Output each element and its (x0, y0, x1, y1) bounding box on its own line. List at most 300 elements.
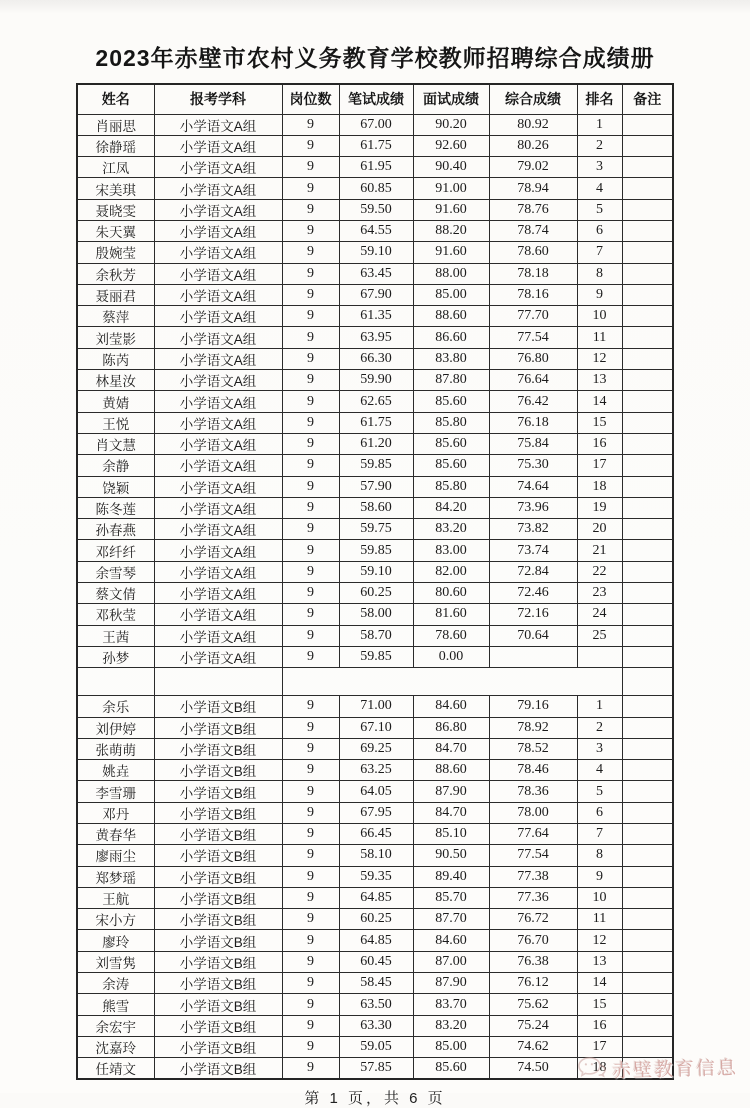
cell-interview-score: 88.00 (413, 263, 489, 284)
column-header: 排名 (577, 84, 622, 114)
cell-rank: 18 (577, 1058, 622, 1080)
cell-name: 邓丹 (77, 802, 154, 823)
cell-interview-score: 85.60 (413, 1058, 489, 1080)
cell-positions: 9 (282, 604, 339, 625)
cell-interview-score: 92.60 (413, 135, 489, 156)
separator-row (77, 668, 673, 696)
cell-subject: 小学语文A组 (154, 327, 282, 348)
cell-written-score: 59.50 (339, 199, 413, 220)
cell-name: 沈嘉玲 (77, 1036, 154, 1057)
cell-rank: 7 (577, 242, 622, 263)
cell-interview-score: 85.70 (413, 887, 489, 908)
cell-rank: 25 (577, 625, 622, 646)
cell-remark (622, 696, 673, 717)
cell-written-score: 66.45 (339, 824, 413, 845)
cell-remark (622, 1058, 673, 1080)
cell-composite-score: 77.36 (489, 887, 577, 908)
cell-name: 刘伊婷 (77, 717, 154, 738)
cell-remark (622, 951, 673, 972)
cell-subject: 小学语文A组 (154, 519, 282, 540)
cell-remark (622, 802, 673, 823)
cell-subject: 小学语文B组 (154, 845, 282, 866)
cell-remark (622, 476, 673, 497)
cell-rank: 2 (577, 135, 622, 156)
cell-interview-score: 87.00 (413, 951, 489, 972)
cell-composite-score: 72.46 (489, 583, 577, 604)
cell-positions: 9 (282, 306, 339, 327)
cell-written-score: 59.10 (339, 242, 413, 263)
cell-interview-score: 91.60 (413, 199, 489, 220)
cell-rank: 15 (577, 412, 622, 433)
cell-written-score: 59.85 (339, 455, 413, 476)
cell-written-score: 61.35 (339, 306, 413, 327)
cell-positions: 9 (282, 696, 339, 717)
cell-name: 廖玲 (77, 930, 154, 951)
cell-positions: 9 (282, 738, 339, 759)
table-row (77, 930, 673, 951)
table-row (77, 738, 673, 759)
cell-composite-score: 78.00 (489, 802, 577, 823)
cell-positions: 9 (282, 824, 339, 845)
cell-rank: 19 (577, 497, 622, 518)
cell-subject: 小学语文A组 (154, 306, 282, 327)
cell-positions: 9 (282, 412, 339, 433)
cell-positions: 9 (282, 455, 339, 476)
cell-rank: 24 (577, 604, 622, 625)
cell-subject: 小学语文A组 (154, 263, 282, 284)
cell-subject: 小学语文B组 (154, 930, 282, 951)
cell-composite-score: 75.30 (489, 455, 577, 476)
column-header: 综合成绩 (489, 84, 577, 114)
cell-interview-score: 83.70 (413, 994, 489, 1015)
table-row (77, 909, 673, 930)
cell-rank: 2 (577, 717, 622, 738)
cell-written-score: 59.90 (339, 370, 413, 391)
cell-rank: 9 (577, 866, 622, 887)
cell-composite-score: 76.38 (489, 951, 577, 972)
column-header: 报考学科 (154, 84, 282, 114)
cell-written-score: 69.25 (339, 738, 413, 759)
cell-rank: 15 (577, 994, 622, 1015)
cell-rank: 20 (577, 519, 622, 540)
cell-positions: 9 (282, 866, 339, 887)
cell-rank: 7 (577, 824, 622, 845)
cell-rank: 8 (577, 845, 622, 866)
cell-name: 余雪琴 (77, 561, 154, 582)
cell-interview-score: 86.60 (413, 327, 489, 348)
cell-composite-score: 77.70 (489, 306, 577, 327)
cell-name: 余静 (77, 455, 154, 476)
cell-interview-score: 85.00 (413, 284, 489, 305)
cell-composite-score: 74.62 (489, 1036, 577, 1057)
table-row (77, 135, 673, 156)
cell-subject: 小学语文B组 (154, 1058, 282, 1080)
cell-written-score: 67.90 (339, 284, 413, 305)
cell-positions: 9 (282, 220, 339, 241)
cell-composite-score: 70.64 (489, 625, 577, 646)
watermark-text: 赤壁教育信息 (611, 1057, 739, 1083)
cell-remark (622, 135, 673, 156)
cell-name: 肖丽思 (77, 114, 154, 135)
cell-remark (622, 455, 673, 476)
table-row (77, 1036, 673, 1057)
cell-composite-score: 72.16 (489, 604, 577, 625)
table-row (77, 370, 673, 391)
cell-remark (622, 604, 673, 625)
cell-written-score: 58.70 (339, 625, 413, 646)
cell-positions: 9 (282, 497, 339, 518)
cell-positions: 9 (282, 1015, 339, 1036)
cell-interview-score: 83.20 (413, 1015, 489, 1036)
cell-rank: 17 (577, 1036, 622, 1057)
cell-rank: 6 (577, 220, 622, 241)
cell-subject: 小学语文B组 (154, 802, 282, 823)
cell-composite-score (489, 646, 577, 667)
table-row (77, 157, 673, 178)
cell-remark (622, 220, 673, 241)
cell-interview-score: 83.00 (413, 540, 489, 561)
cell-name: 王航 (77, 887, 154, 908)
cell-interview-score: 91.60 (413, 242, 489, 263)
column-header: 岗位数 (282, 84, 339, 114)
cell-rank: 13 (577, 370, 622, 391)
cell-name: 黄春华 (77, 824, 154, 845)
cell-name: 姚垚 (77, 760, 154, 781)
cell-written-score: 60.45 (339, 951, 413, 972)
cell-subject: 小学语文A组 (154, 391, 282, 412)
cell-subject: 小学语文B组 (154, 824, 282, 845)
cell-subject: 小学语文A组 (154, 412, 282, 433)
cell-written-score: 58.45 (339, 973, 413, 994)
cell-rank: 23 (577, 583, 622, 604)
cell-positions: 9 (282, 561, 339, 582)
column-header: 备注 (622, 84, 673, 114)
cell-subject: 小学语文A组 (154, 348, 282, 369)
cell-positions: 9 (282, 1036, 339, 1057)
cell-composite-score: 80.92 (489, 114, 577, 135)
cell-composite-score: 76.42 (489, 391, 577, 412)
cell-composite-score: 78.74 (489, 220, 577, 241)
cell-remark (622, 760, 673, 781)
cell-rank: 5 (577, 199, 622, 220)
cell-subject: 小学语文A组 (154, 646, 282, 667)
cell-subject: 小学语文B组 (154, 909, 282, 930)
cell-positions: 9 (282, 1058, 339, 1080)
cell-interview-score: 87.90 (413, 973, 489, 994)
cell-composite-score: 79.02 (489, 157, 577, 178)
cell-positions: 9 (282, 802, 339, 823)
cell-composite-score: 76.64 (489, 370, 577, 391)
cell-name: 殷婉莹 (77, 242, 154, 263)
cell-name: 江凤 (77, 157, 154, 178)
cell-positions: 9 (282, 781, 339, 802)
cell-written-score: 60.85 (339, 178, 413, 199)
cell-rank: 12 (577, 930, 622, 951)
table-row (77, 1015, 673, 1036)
cell-name: 孙春燕 (77, 519, 154, 540)
cell-name: 郑梦瑶 (77, 866, 154, 887)
page-number: 第 1 页，共 6 页 (304, 1090, 446, 1108)
cell-interview-score: 86.80 (413, 717, 489, 738)
cell-interview-score: 85.60 (413, 391, 489, 412)
cell-name: 廖雨尘 (77, 845, 154, 866)
cell-written-score: 59.75 (339, 519, 413, 540)
cell-remark (622, 866, 673, 887)
cell-remark (622, 1015, 673, 1036)
cell-written-score: 64.05 (339, 781, 413, 802)
table-row (77, 696, 673, 717)
merged-empty-cell (282, 668, 622, 696)
cell-rank: 4 (577, 178, 622, 199)
cell-interview-score: 85.00 (413, 1036, 489, 1057)
cell-positions: 9 (282, 519, 339, 540)
cell-rank: 11 (577, 909, 622, 930)
cell-rank: 14 (577, 391, 622, 412)
cell-composite-score: 80.26 (489, 135, 577, 156)
cell-composite-score: 73.82 (489, 519, 577, 540)
cell-written-score: 58.60 (339, 497, 413, 518)
cell-composite-score: 77.54 (489, 845, 577, 866)
cell-interview-score: 80.60 (413, 583, 489, 604)
table-row (77, 760, 673, 781)
cell-composite-score: 76.12 (489, 973, 577, 994)
cell-positions: 9 (282, 157, 339, 178)
table-row (77, 497, 673, 518)
cell-written-score: 59.85 (339, 646, 413, 667)
cell-subject: 小学语文B组 (154, 696, 282, 717)
table-header (77, 84, 673, 114)
cell-subject: 小学语文A组 (154, 561, 282, 582)
table-row (77, 994, 673, 1015)
cell-written-score: 66.30 (339, 348, 413, 369)
cell-interview-score: 83.20 (413, 519, 489, 540)
cell-subject: 小学语文B组 (154, 1036, 282, 1057)
cell-remark (622, 263, 673, 284)
cell-interview-score: 91.00 (413, 178, 489, 199)
cell-rank: 17 (577, 455, 622, 476)
cell-positions: 9 (282, 391, 339, 412)
cell-remark (622, 930, 673, 951)
cell-name: 黄婧 (77, 391, 154, 412)
cell-rank: 1 (577, 696, 622, 717)
cell-subject: 小学语文B组 (154, 973, 282, 994)
cell-name: 王悦 (77, 412, 154, 433)
cell-written-score: 61.75 (339, 135, 413, 156)
cell-written-score: 63.25 (339, 760, 413, 781)
cell-remark (622, 824, 673, 845)
table-row (77, 433, 673, 454)
cell-rank (577, 646, 622, 667)
cell-composite-score: 74.50 (489, 1058, 577, 1080)
cell-positions: 9 (282, 370, 339, 391)
cell-remark (622, 370, 673, 391)
cell-remark (622, 1036, 673, 1057)
cell-written-score: 59.35 (339, 866, 413, 887)
cell-written-score: 63.30 (339, 1015, 413, 1036)
cell-composite-score: 77.54 (489, 327, 577, 348)
cell-name: 聂晓雯 (77, 199, 154, 220)
table-row (77, 887, 673, 908)
cell-interview-score: 87.90 (413, 781, 489, 802)
cell-remark (622, 738, 673, 759)
cell-composite-score: 78.52 (489, 738, 577, 759)
header-row (77, 84, 673, 114)
cell-composite-score: 72.84 (489, 561, 577, 582)
cell-written-score: 57.85 (339, 1058, 413, 1080)
cell-subject: 小学语文A组 (154, 199, 282, 220)
table-row (77, 540, 673, 561)
cell-remark (622, 717, 673, 738)
cell-written-score: 58.10 (339, 845, 413, 866)
cell-interview-score: 89.40 (413, 866, 489, 887)
cell-composite-score: 75.62 (489, 994, 577, 1015)
cell-subject: 小学语文A组 (154, 114, 282, 135)
cell-written-score: 61.95 (339, 157, 413, 178)
cell-written-score: 63.95 (339, 327, 413, 348)
cell-written-score: 67.95 (339, 802, 413, 823)
cell-interview-score: 85.80 (413, 476, 489, 497)
cell-name: 肖文慧 (77, 433, 154, 454)
cell-written-score: 67.10 (339, 717, 413, 738)
cell-remark (622, 561, 673, 582)
cell-interview-score: 85.10 (413, 824, 489, 845)
table-row (77, 824, 673, 845)
cell-remark (622, 781, 673, 802)
cell-positions: 9 (282, 887, 339, 908)
cell-interview-score: 84.60 (413, 930, 489, 951)
cell-positions: 9 (282, 845, 339, 866)
table-row (77, 781, 673, 802)
cell-composite-score: 73.74 (489, 540, 577, 561)
table-row (77, 583, 673, 604)
table-row (77, 625, 673, 646)
cell-remark (622, 157, 673, 178)
cell-name: 刘雪隽 (77, 951, 154, 972)
cell-positions: 9 (282, 930, 339, 951)
cell-positions: 9 (282, 242, 339, 263)
cell-name: 余涛 (77, 973, 154, 994)
cell-subject: 小学语文A组 (154, 476, 282, 497)
cell-rank: 3 (577, 738, 622, 759)
cell-positions: 9 (282, 348, 339, 369)
cell-positions: 9 (282, 433, 339, 454)
table-row (77, 412, 673, 433)
cell-positions: 9 (282, 646, 339, 667)
cell-name: 朱天翼 (77, 220, 154, 241)
cell-written-score: 59.10 (339, 561, 413, 582)
cell-rank: 6 (577, 802, 622, 823)
cell-rank: 3 (577, 157, 622, 178)
cell-remark (622, 845, 673, 866)
cell-name: 余宏宇 (77, 1015, 154, 1036)
cell-subject: 小学语文B组 (154, 1015, 282, 1036)
cell-remark (622, 348, 673, 369)
cell-positions: 9 (282, 178, 339, 199)
cell-name: 刘莹影 (77, 327, 154, 348)
cell-remark (622, 199, 673, 220)
cell-interview-score: 88.60 (413, 760, 489, 781)
cell-written-score: 61.20 (339, 433, 413, 454)
cell-positions: 9 (282, 909, 339, 930)
cell-rank: 1 (577, 114, 622, 135)
cell-name: 蔡萍 (77, 306, 154, 327)
cell-remark (622, 887, 673, 908)
cell-positions: 9 (282, 583, 339, 604)
cell-interview-score: 81.60 (413, 604, 489, 625)
cell-composite-score: 76.80 (489, 348, 577, 369)
cell-composite-score: 76.18 (489, 412, 577, 433)
table-row (77, 476, 673, 497)
cell-remark (622, 391, 673, 412)
cell-rank: 21 (577, 540, 622, 561)
cell-written-score: 60.25 (339, 909, 413, 930)
table-row (77, 199, 673, 220)
cell-interview-score: 83.80 (413, 348, 489, 369)
scores-table (76, 83, 674, 1080)
table-body (77, 114, 673, 1079)
cell-composite-score: 75.84 (489, 433, 577, 454)
cell-written-score: 62.65 (339, 391, 413, 412)
cell-positions: 9 (282, 263, 339, 284)
cell-interview-score: 87.80 (413, 370, 489, 391)
cell-rank: 14 (577, 973, 622, 994)
cell-interview-score: 90.40 (413, 157, 489, 178)
cell-subject: 小学语文B组 (154, 760, 282, 781)
cell-name: 邓纤纤 (77, 540, 154, 561)
cell-subject: 小学语文A组 (154, 583, 282, 604)
cell-name: 孙梦 (77, 646, 154, 667)
cell-name: 蔡文倩 (77, 583, 154, 604)
cell-positions: 9 (282, 135, 339, 156)
cell-positions: 9 (282, 284, 339, 305)
cell-rank: 11 (577, 327, 622, 348)
cell-interview-score: 87.70 (413, 909, 489, 930)
cell-interview-score: 82.00 (413, 561, 489, 582)
table-row (77, 455, 673, 476)
cell-composite-score: 76.70 (489, 930, 577, 951)
cell-interview-score: 85.60 (413, 455, 489, 476)
cell-subject: 小学语文A组 (154, 455, 282, 476)
page-title: 2023年赤壁市农村义务教育学校教师招聘综合成绩册 (95, 45, 655, 71)
table-row (77, 263, 673, 284)
cell-interview-score: 85.60 (413, 433, 489, 454)
cell-composite-score: 78.92 (489, 717, 577, 738)
cell-remark (622, 646, 673, 667)
cell-written-score: 71.00 (339, 696, 413, 717)
cell-interview-score: 84.70 (413, 802, 489, 823)
cell-remark (622, 327, 673, 348)
cell-remark (622, 306, 673, 327)
cell-composite-score: 78.76 (489, 199, 577, 220)
table-row (77, 802, 673, 823)
cell-interview-score: 90.50 (413, 845, 489, 866)
cell-composite-score: 78.16 (489, 284, 577, 305)
table-row (77, 951, 673, 972)
table-row (77, 1058, 673, 1080)
table-row (77, 973, 673, 994)
cell-composite-score: 77.38 (489, 866, 577, 887)
cell-subject: 小学语文B组 (154, 781, 282, 802)
cell-written-score: 63.50 (339, 994, 413, 1015)
cell-name: 张萌萌 (77, 738, 154, 759)
cell-name: 聂丽君 (77, 284, 154, 305)
cell-rank: 22 (577, 561, 622, 582)
cell-subject: 小学语文A组 (154, 284, 282, 305)
cell-name: 任靖文 (77, 1058, 154, 1080)
cell-subject: 小学语文A组 (154, 625, 282, 646)
cell-written-score: 64.55 (339, 220, 413, 241)
table-row (77, 604, 673, 625)
